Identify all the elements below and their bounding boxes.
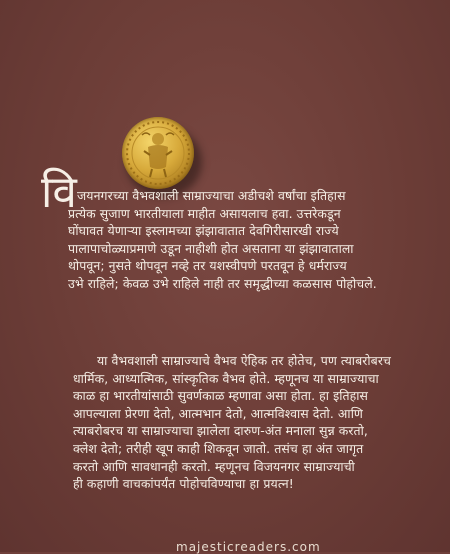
coin-face: [122, 117, 194, 189]
body-line: त्याबरोबरच या साम्राज्याचा झालेला दारुण-अंत मनाला सुन्न करतो,: [73, 423, 368, 439]
coin-relief-icon: [122, 117, 194, 189]
gold-coin-image: [122, 117, 198, 193]
body-line: आपल्याला प्रेरणा देतो, आत्मभान देतो, आत्मविश्वास देतो. आणि: [73, 405, 363, 421]
intro-line: पालापाचोळ्याप्रमाणे उडून नाहीशी होत असताना या झंझावाताला: [68, 240, 354, 256]
intro-paragraph: [68, 187, 442, 293]
intro-line: जयनगरच्या वैभवशाली साम्राज्याचा अडीचशे वर्षांचा इतिहास: [77, 188, 346, 203]
body-line: काळ हा भारतीयांसाठी सुवर्णकाळ म्हणावा असा होता. हा इतिहास: [73, 388, 368, 404]
body-paragraph: [73, 352, 443, 493]
intro-line: प्रत्येक सुजाण भारतीयाला माहीत असायलाच हवा. उत्तरेकडून: [68, 205, 341, 221]
intro-line: उभे राहिले; केवळ उभे राहिले नाही तर समृद्धीच्या कळसास पोहोचले.: [68, 275, 377, 291]
body-line: ही कहाणी वाचकांपर्यंत पोहोचविण्याचा हा प्रयत्न!: [73, 476, 294, 492]
intro-line: थोपवून; नुसते थोपवून नव्हे तर यशस्वीपणे परतवून हे धर्मराज्य: [68, 258, 347, 274]
body-line: या वैभवशाली साम्राज्याचे वैभव ऐहिक तर होतेच, पण त्याबरोबरच: [97, 353, 391, 368]
intro-line: घोंघावत येणाऱ्या इस्लामच्या झंझावातात देवगिरीसारखी राज्ये: [68, 223, 339, 239]
website-watermark: majesticreaders.com: [176, 540, 321, 554]
body-line: करतो आणि सावधानही करतो. म्हणूनच विजयनगर साम्राज्याची: [73, 458, 355, 474]
drop-cap: वि: [41, 167, 77, 218]
body-line: क्लेश देतो; तरीही खूप काही शिकवून जातो. तसंच हा अंत जागृत: [73, 440, 364, 456]
body-line: धार्मिक, आध्यात्मिक, सांस्कृतिक वैभव होते. म्हणूनच या साम्राज्याचा: [73, 370, 379, 386]
